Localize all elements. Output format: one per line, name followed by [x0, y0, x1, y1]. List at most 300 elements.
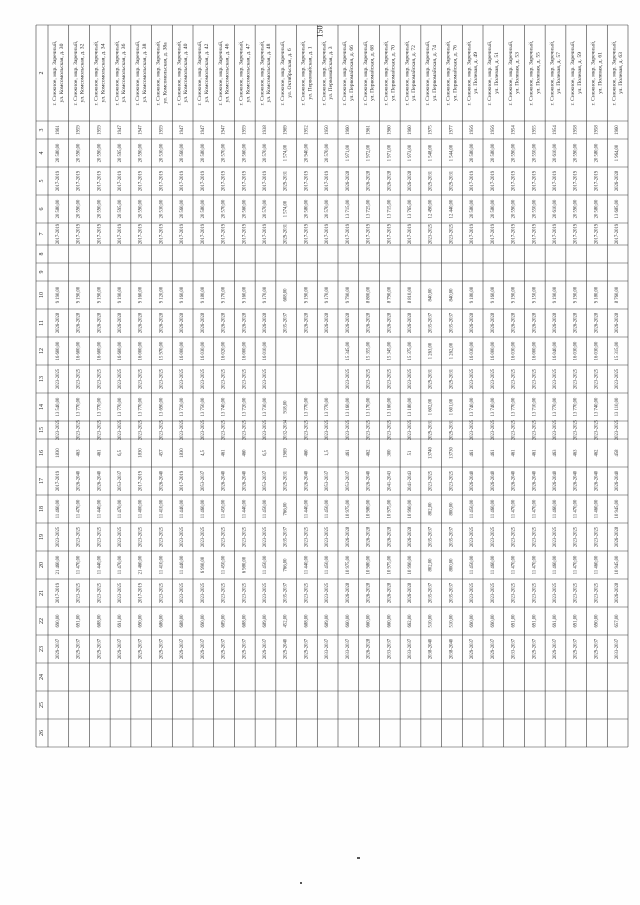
table-cell: 2023-2025: [553, 526, 558, 548]
table-cell: 1 971,00: [345, 144, 351, 162]
table-cell: 1947: [180, 125, 186, 135]
table-cell: 9 180,00: [470, 286, 476, 304]
column-header: 7: [39, 232, 45, 236]
table-cell: 462: [366, 449, 372, 457]
table-cell: 1938: [263, 125, 268, 135]
table-cell: 2026-2028: [366, 312, 372, 334]
table-cell: 2023-2025: [553, 419, 558, 441]
table-cell: 2041-2043: [387, 470, 393, 492]
table-cell: 2023-2025: [615, 368, 621, 390]
table-cell: 2053-2037: [118, 470, 123, 492]
table-cell: 2026-2028: [345, 312, 351, 334]
table-cell: 2023-2025: [159, 582, 165, 604]
table-cell: 2026-2040: [221, 470, 227, 492]
table-cell: 15 345,00: [387, 341, 393, 361]
address-line: ул. Комсомольская, д. 38: [141, 43, 148, 103]
column-header: 20: [39, 562, 45, 568]
table-cell: 689,00: [263, 614, 268, 628]
table-cell: 15 355,00: [366, 341, 372, 361]
table-cell: 2017-2019: [304, 170, 310, 192]
table-cell: 11 410,00: [159, 555, 165, 575]
table-cell: 13 710,00: [532, 397, 538, 417]
table-cell: 2026-2040: [615, 470, 621, 492]
table-cell: 800,00: [449, 502, 455, 516]
table-cell: 2023-2025: [200, 526, 206, 548]
column-header: 17: [39, 478, 45, 484]
table-cell: 11 460,00: [55, 499, 61, 519]
table-cell: 2017-2019: [138, 582, 144, 604]
table-cell: 461: [470, 449, 476, 457]
table-cell: 2029-2037: [470, 638, 476, 660]
table-cell: 20 560,00: [180, 143, 186, 163]
column-header: 5: [39, 179, 45, 183]
address-line: г. Снежное, мкр. Заречный,: [259, 40, 266, 106]
table-cell: 660,00: [387, 614, 393, 628]
table-cell: 2023-2025: [490, 582, 496, 604]
table-cell: 21 460,00: [138, 555, 144, 575]
table-cell: 13 180,00: [408, 397, 413, 417]
table-cell: 20 550,00: [532, 143, 538, 163]
table-cell: 13 770,00: [138, 397, 144, 417]
table-cell: 1 971,00: [387, 144, 393, 162]
table-cell: 2026-2028: [221, 312, 227, 334]
table-cell: 2023-2025: [408, 419, 413, 441]
ink-mark: [300, 882, 302, 884]
table-cell: 9 170,00: [325, 286, 331, 304]
table-cell: 510,00: [449, 614, 455, 628]
table-cell: 12 440,00: [449, 199, 455, 219]
table-cell: 2029-2037: [594, 638, 600, 660]
table-cell: 2035-2037: [283, 312, 289, 334]
table-cell: 2023-2025: [97, 419, 103, 441]
table-cell: 2017-2019: [138, 223, 144, 245]
table-cell: 689,00: [221, 614, 227, 628]
table-cell: 2023-2025: [532, 526, 538, 548]
table-cell: 2029-2031: [428, 419, 434, 441]
table-cell: 688,00: [242, 614, 248, 628]
address-line: г. Снежное, мкр. Заречный,: [197, 40, 204, 106]
table-cell: 2029-2037: [242, 638, 248, 660]
table-cell: 8 810,00: [408, 286, 413, 304]
table-cell: 2023-2025: [470, 419, 476, 441]
table-cell: 2029-2037: [573, 638, 579, 660]
table-cell: 6 980,00: [242, 556, 248, 574]
table-cell: 11 470,00: [532, 499, 538, 519]
column-header: 8: [39, 252, 45, 256]
table-cell: 2023-2025: [366, 419, 372, 441]
table-cell: 2023-2025: [573, 419, 579, 441]
table-cell: 11 460,00: [490, 555, 496, 575]
table-cell: 2029-2037: [304, 638, 310, 660]
table-cell: 2023-2025: [76, 368, 82, 390]
table-cell: 2035-2037: [283, 526, 289, 548]
column-header: 2: [39, 71, 45, 75]
column-header: 23: [39, 646, 45, 652]
table-cell: 20 570,00: [263, 199, 268, 219]
table-cell: 452,00: [283, 614, 289, 628]
table-cell: 2023-2025: [138, 419, 144, 441]
table-cell: 1 263,00: [428, 342, 434, 360]
table-cell: 2023-2025: [242, 419, 248, 441]
table-cell: 20 570,00: [325, 143, 331, 163]
table-cell: 300: [387, 449, 393, 457]
table-cell: 11 440,00: [180, 499, 186, 519]
table-cell: 2029-2037: [159, 638, 165, 660]
table-cell: 2035-2037: [449, 526, 455, 548]
table-cell: 2035-2037: [449, 582, 455, 604]
address-line: г. Снежное, мкр. Заречный,: [425, 40, 432, 106]
table-cell: 2029-2031: [449, 419, 455, 441]
table-cell: 20 580,00: [594, 143, 600, 163]
table-cell: 10 945,00: [615, 499, 621, 519]
table-cell: 16 000,00: [180, 341, 186, 361]
table-cell: 2026-2028: [118, 312, 123, 334]
table-cell: 11 440,00: [304, 499, 310, 519]
table-cell: 2026-2028: [345, 582, 351, 604]
table-cell: 2023-2025: [76, 526, 82, 548]
table-cell: 766,00: [283, 558, 289, 572]
table-cell: 457: [159, 449, 165, 457]
table-cell: 2029-2037: [263, 638, 268, 660]
table-cell: 918,00: [283, 400, 289, 414]
table-cell: 9 160,00: [138, 286, 144, 304]
table-cell: 2017-2019: [594, 170, 600, 192]
table-cell: 9 150,00: [532, 286, 538, 304]
table-cell: 20 610,00: [553, 199, 558, 219]
table-cell: 20 590,00: [76, 143, 82, 163]
table-cell: 1,5: [325, 450, 331, 456]
table-cell: 16 600,00: [118, 341, 123, 361]
address-line: ул. Комсомольская, д. 36: [121, 43, 128, 103]
table-cell: 460: [304, 449, 310, 457]
table-cell: 2023-2025: [428, 470, 434, 492]
table-cell: 11 470,00: [532, 555, 538, 575]
table-cell: 660,00: [345, 614, 351, 628]
table-cell: 688,00: [304, 614, 310, 628]
table-cell: 2023-2025: [118, 582, 123, 604]
column-header: 25: [39, 702, 45, 708]
table-cell: 2029-2031: [283, 170, 289, 192]
table-cell: 1977: [449, 125, 455, 135]
table-cell: 2023-2025: [180, 368, 186, 390]
table-cell: 2017-2019: [76, 170, 82, 192]
table-cell: 16 000,00: [490, 341, 496, 361]
ink-mark: [357, 857, 360, 859]
table-cell: 9 190,00: [511, 286, 517, 304]
table-cell: 690,00: [594, 614, 600, 628]
table-cell: 2026-2028: [366, 170, 372, 192]
table-cell: 1 262,00: [449, 342, 455, 360]
table-cell: 2023-2025: [76, 582, 82, 604]
table-cell: 2026-2028: [345, 526, 351, 548]
table-cell: 2033-2037: [615, 638, 621, 660]
table-cell: 461: [490, 449, 496, 457]
table-cell: 2026-2028: [200, 312, 206, 334]
table-cell: 20 590,00: [138, 199, 144, 219]
table-cell: 20 580,00: [55, 143, 61, 163]
table-cell: 2026-2040: [242, 470, 248, 492]
table-cell: 2023-2025: [511, 582, 517, 604]
table-cell: 1947: [138, 125, 144, 135]
table-cell: 1961: [55, 125, 61, 135]
table-cell: 13 160,00: [345, 397, 351, 417]
address-line: ул. Комсомольская, д. 38а: [162, 42, 169, 104]
column-header: 22: [39, 618, 45, 624]
table-cell: 16 030,00: [200, 341, 206, 361]
table-cell: 10 975,00: [345, 499, 351, 519]
address-line: ул. Комсомольская, д. 30: [58, 43, 65, 103]
table-cell: 20 580,00: [594, 199, 600, 219]
table-cell: 20 580,00: [55, 199, 61, 219]
table-cell: 2017-2019: [242, 170, 248, 192]
address-line: г. Снежное, мкр. Заречный,: [300, 40, 307, 106]
table-cell: 2017-2019: [553, 170, 558, 192]
address-line: ул. Комсомольская, д. 47: [245, 43, 252, 103]
address-line: г. Снежное, мкр. Заречный,: [507, 40, 514, 106]
table-cell: 691,00: [573, 614, 579, 628]
table-cell: 1961: [366, 125, 372, 135]
address-line: г. Снежное, мкр. Заречный,: [549, 40, 556, 106]
table-cell: 20 595,00: [118, 143, 123, 163]
table-cell: 2023-2025: [511, 368, 517, 390]
table-cell: 2017-2019: [55, 170, 61, 192]
table-cell: 11 460,00: [553, 499, 558, 519]
table-cell: 2017-2019: [615, 223, 621, 245]
table-cell: 1959: [97, 125, 103, 135]
table-cell: 2017-2019: [180, 470, 186, 492]
address-line: г. Снежное, мкр. Заречный,: [72, 40, 79, 106]
table-cell: 11 460,00: [553, 555, 558, 575]
table-cell: 13 715,00: [387, 199, 393, 219]
table-cell: 461: [345, 449, 351, 457]
table-cell: 1830: [138, 448, 144, 458]
table-cell: 2029-2037: [97, 638, 103, 660]
table-cell: 2026-2028: [615, 582, 621, 604]
table-cell: 2026-2028: [387, 582, 393, 604]
table-cell: 13 770,00: [573, 397, 579, 417]
table-cell: 2017-2019: [221, 170, 227, 192]
table-cell: 2035-2037: [449, 312, 455, 334]
table-cell: 1960: [408, 125, 413, 135]
column-header: 16: [39, 450, 45, 456]
table-cell: 1947: [118, 125, 123, 135]
table-cell: 2023-2025: [449, 470, 455, 492]
table-cell: 2053-2037: [263, 470, 268, 492]
table-cell: 1960: [615, 125, 621, 135]
table-cell: 20 590,00: [511, 199, 517, 219]
table-cell: 9 120,00: [159, 286, 165, 304]
table-cell: 1960: [387, 125, 393, 135]
table-cell: 9 190,00: [553, 286, 558, 304]
table-cell: 1956: [490, 125, 496, 135]
table-cell: 1969: [283, 448, 289, 458]
table-cell: 2017-2019: [180, 170, 186, 192]
table-cell: 657,00: [615, 614, 621, 628]
table-cell: 20 560,00: [242, 199, 248, 219]
table-cell: 2029-2037: [138, 638, 144, 660]
table-cell: 16 030,00: [594, 341, 600, 361]
table-cell: 1958: [573, 125, 579, 135]
table-cell: 2023-2025: [242, 368, 248, 390]
table-cell: 691,00: [532, 614, 538, 628]
table-cell: 2029-2037: [532, 638, 538, 660]
table-cell: 16 600,00: [76, 341, 82, 361]
table-cell: 690,00: [200, 614, 206, 628]
table-cell: 2026-2040: [532, 470, 538, 492]
table-cell: 1954: [553, 125, 558, 135]
table-cell: 20 580,00: [200, 199, 206, 219]
table-cell: 11 470,00: [573, 499, 579, 519]
address-line: г. Снежное, мкр. Заречный,: [155, 40, 162, 106]
address-line: г. Снежное, мкр. Заречный,: [238, 40, 245, 106]
table-cell: 2023-2025: [408, 368, 413, 390]
table-cell: 9 190,00: [97, 286, 103, 304]
table-cell: 11 450,00: [221, 499, 227, 519]
table-cell: 13 170,00: [366, 397, 372, 417]
table-cell: 10 990,00: [408, 499, 413, 519]
table-cell: 2023-2025: [76, 419, 82, 441]
table-cell: 13 770,00: [304, 397, 310, 417]
table-cell: 11 460,00: [490, 499, 496, 519]
address-line: г. Снежное, мкр. Заречный,: [52, 40, 59, 106]
table-cell: 13 740,00: [594, 397, 600, 417]
table-cell: 1955: [532, 125, 538, 135]
table-cell: 2023-2025: [138, 368, 144, 390]
table-cell: 11 450,00: [221, 555, 227, 575]
table-cell: 13 740,00: [490, 397, 496, 417]
table-cell: 15 345,00: [345, 341, 351, 361]
address-line: г. Снежное, мкр. Заречный,: [466, 40, 473, 106]
column-header: 12: [39, 348, 45, 354]
table-cell: 458: [615, 449, 621, 457]
table-cell: 20 940,00: [304, 143, 310, 163]
table-cell: 1 973,00: [408, 144, 413, 162]
column-header: 26: [39, 730, 45, 736]
table-cell: 16 030,00: [470, 341, 476, 361]
table-cell: 2017-2019: [118, 223, 123, 245]
table-cell: 20 550,00: [532, 199, 538, 219]
table-cell: 20 580,00: [470, 143, 476, 163]
table-cell: 463: [76, 449, 82, 457]
table-cell: 1 601,00: [449, 398, 455, 416]
column-header: 21: [39, 590, 45, 596]
table-cell: 2026-2028: [366, 638, 372, 660]
table-cell: 1 544,00: [449, 144, 455, 162]
table-cell: 13 770,00: [553, 397, 558, 417]
address-line: г. Снежное, мкр. Заречный,: [135, 40, 142, 106]
table-cell: 21 460,00: [55, 555, 61, 575]
table-cell: 2026-2028: [532, 312, 538, 334]
table-cell: 1 602,00: [428, 398, 434, 416]
table-cell: 2029-2031: [428, 368, 434, 390]
table-cell: 2026-2028: [490, 312, 496, 334]
table-cell: 11 470,00: [511, 499, 517, 519]
table-cell: 20 590,00: [97, 199, 103, 219]
address-line: г. Снежное, мкр. Заречный,: [383, 40, 390, 106]
table-cell: 13 740,00: [470, 397, 476, 417]
table-cell: 510,00: [428, 614, 434, 628]
table-cell: 2017-2019: [490, 170, 496, 192]
table-cell: 2017-2019: [511, 170, 517, 192]
table-cell: 20 580,00: [200, 143, 206, 163]
table-cell: 11 470,00: [76, 555, 82, 575]
address-line: г. Снежное, мкр. Заречный,: [487, 40, 494, 106]
table-cell: 16 000,00: [138, 341, 144, 361]
address-line: ул. Первомайская, д. 1: [307, 46, 314, 100]
table-cell: 2023-2025: [532, 419, 538, 441]
table-cell: 2017-2019: [366, 223, 372, 245]
table-cell: 691,00: [511, 614, 517, 628]
table-cell: 1969: [283, 125, 289, 135]
table-cell: 20 590,00: [511, 143, 517, 163]
table-cell: 2017-2019: [511, 223, 517, 245]
address-line: ул. Комсомольская, д. 32: [79, 43, 86, 103]
table-cell: 691,00: [118, 614, 123, 628]
table-cell: 11 470,00: [118, 555, 123, 575]
table-cell: 460: [242, 449, 248, 457]
address-line: ул. Полевая, д. 63: [618, 52, 625, 94]
table-cell: 20 560,00: [180, 199, 186, 219]
table-cell: 1 548,00: [428, 144, 434, 162]
table-cell: 20 570,00: [325, 199, 331, 219]
table-cell: 1 964,00: [615, 144, 621, 162]
table-cell: 802,00: [428, 502, 434, 516]
table-cell: 8 760,00: [615, 286, 621, 304]
table-cell: 11 440,00: [242, 499, 248, 519]
table-cell: 20 580,00: [304, 199, 310, 219]
column-header: 24: [39, 674, 45, 680]
table-cell: 2023-2025: [325, 419, 331, 441]
table-cell: 2023-2025: [304, 582, 310, 604]
table-cell: 2026-2028: [511, 312, 517, 334]
address-line: ул. Первомайская, д. 66: [348, 45, 355, 101]
table-cell: 2023-2025: [428, 223, 434, 245]
table-cell: 6,5: [118, 450, 123, 456]
table-cell: 20 590,00: [573, 143, 579, 163]
table-cell: 2035-2037: [283, 582, 289, 604]
table-cell: 2017-2019: [573, 170, 579, 192]
table-cell: 1975: [428, 125, 434, 135]
table-cell: 2023-2025: [200, 368, 206, 390]
table-cell: 2023-2025: [594, 526, 600, 548]
address-line: ул. Полевая, д. 61: [597, 52, 604, 94]
table-cell: 2023-2025: [221, 582, 227, 604]
table-cell: 16 000,00: [242, 341, 248, 361]
table-cell: 2023-2025: [553, 368, 558, 390]
address-line: г. Снежное, мкр. Заречный,: [93, 40, 100, 106]
table-cell: 9 190,00: [55, 286, 61, 304]
table-cell: 690,00: [490, 614, 496, 628]
table-cell: 2023-2025: [532, 582, 538, 604]
table-cell: 690,00: [470, 614, 476, 628]
table-cell: 2017-2019: [200, 170, 206, 192]
table-cell: 2017-2019: [573, 223, 579, 245]
table-cell: 2029-2040: [283, 638, 289, 660]
table-cell: 13 110,00: [615, 397, 621, 417]
table-cell: 2023-2025: [573, 582, 579, 604]
table-cell: 1960: [345, 125, 351, 135]
address-line: г. Снежное, мкр. Заречный,: [114, 40, 121, 106]
table-cell: 2026-2028: [366, 526, 372, 548]
table-cell: 20 560,00: [242, 143, 248, 163]
table-cell: 461: [532, 449, 538, 457]
table-cell: 20 580,00: [490, 199, 496, 219]
table-cell: 2023-2025: [97, 368, 103, 390]
table-cell: 2026-2028: [615, 312, 621, 334]
table-cell: 16 000,00: [532, 341, 538, 361]
address-line: г. Снежное, мкр. Заречный,: [570, 40, 577, 106]
table-cell: 16 020,00: [221, 341, 227, 361]
